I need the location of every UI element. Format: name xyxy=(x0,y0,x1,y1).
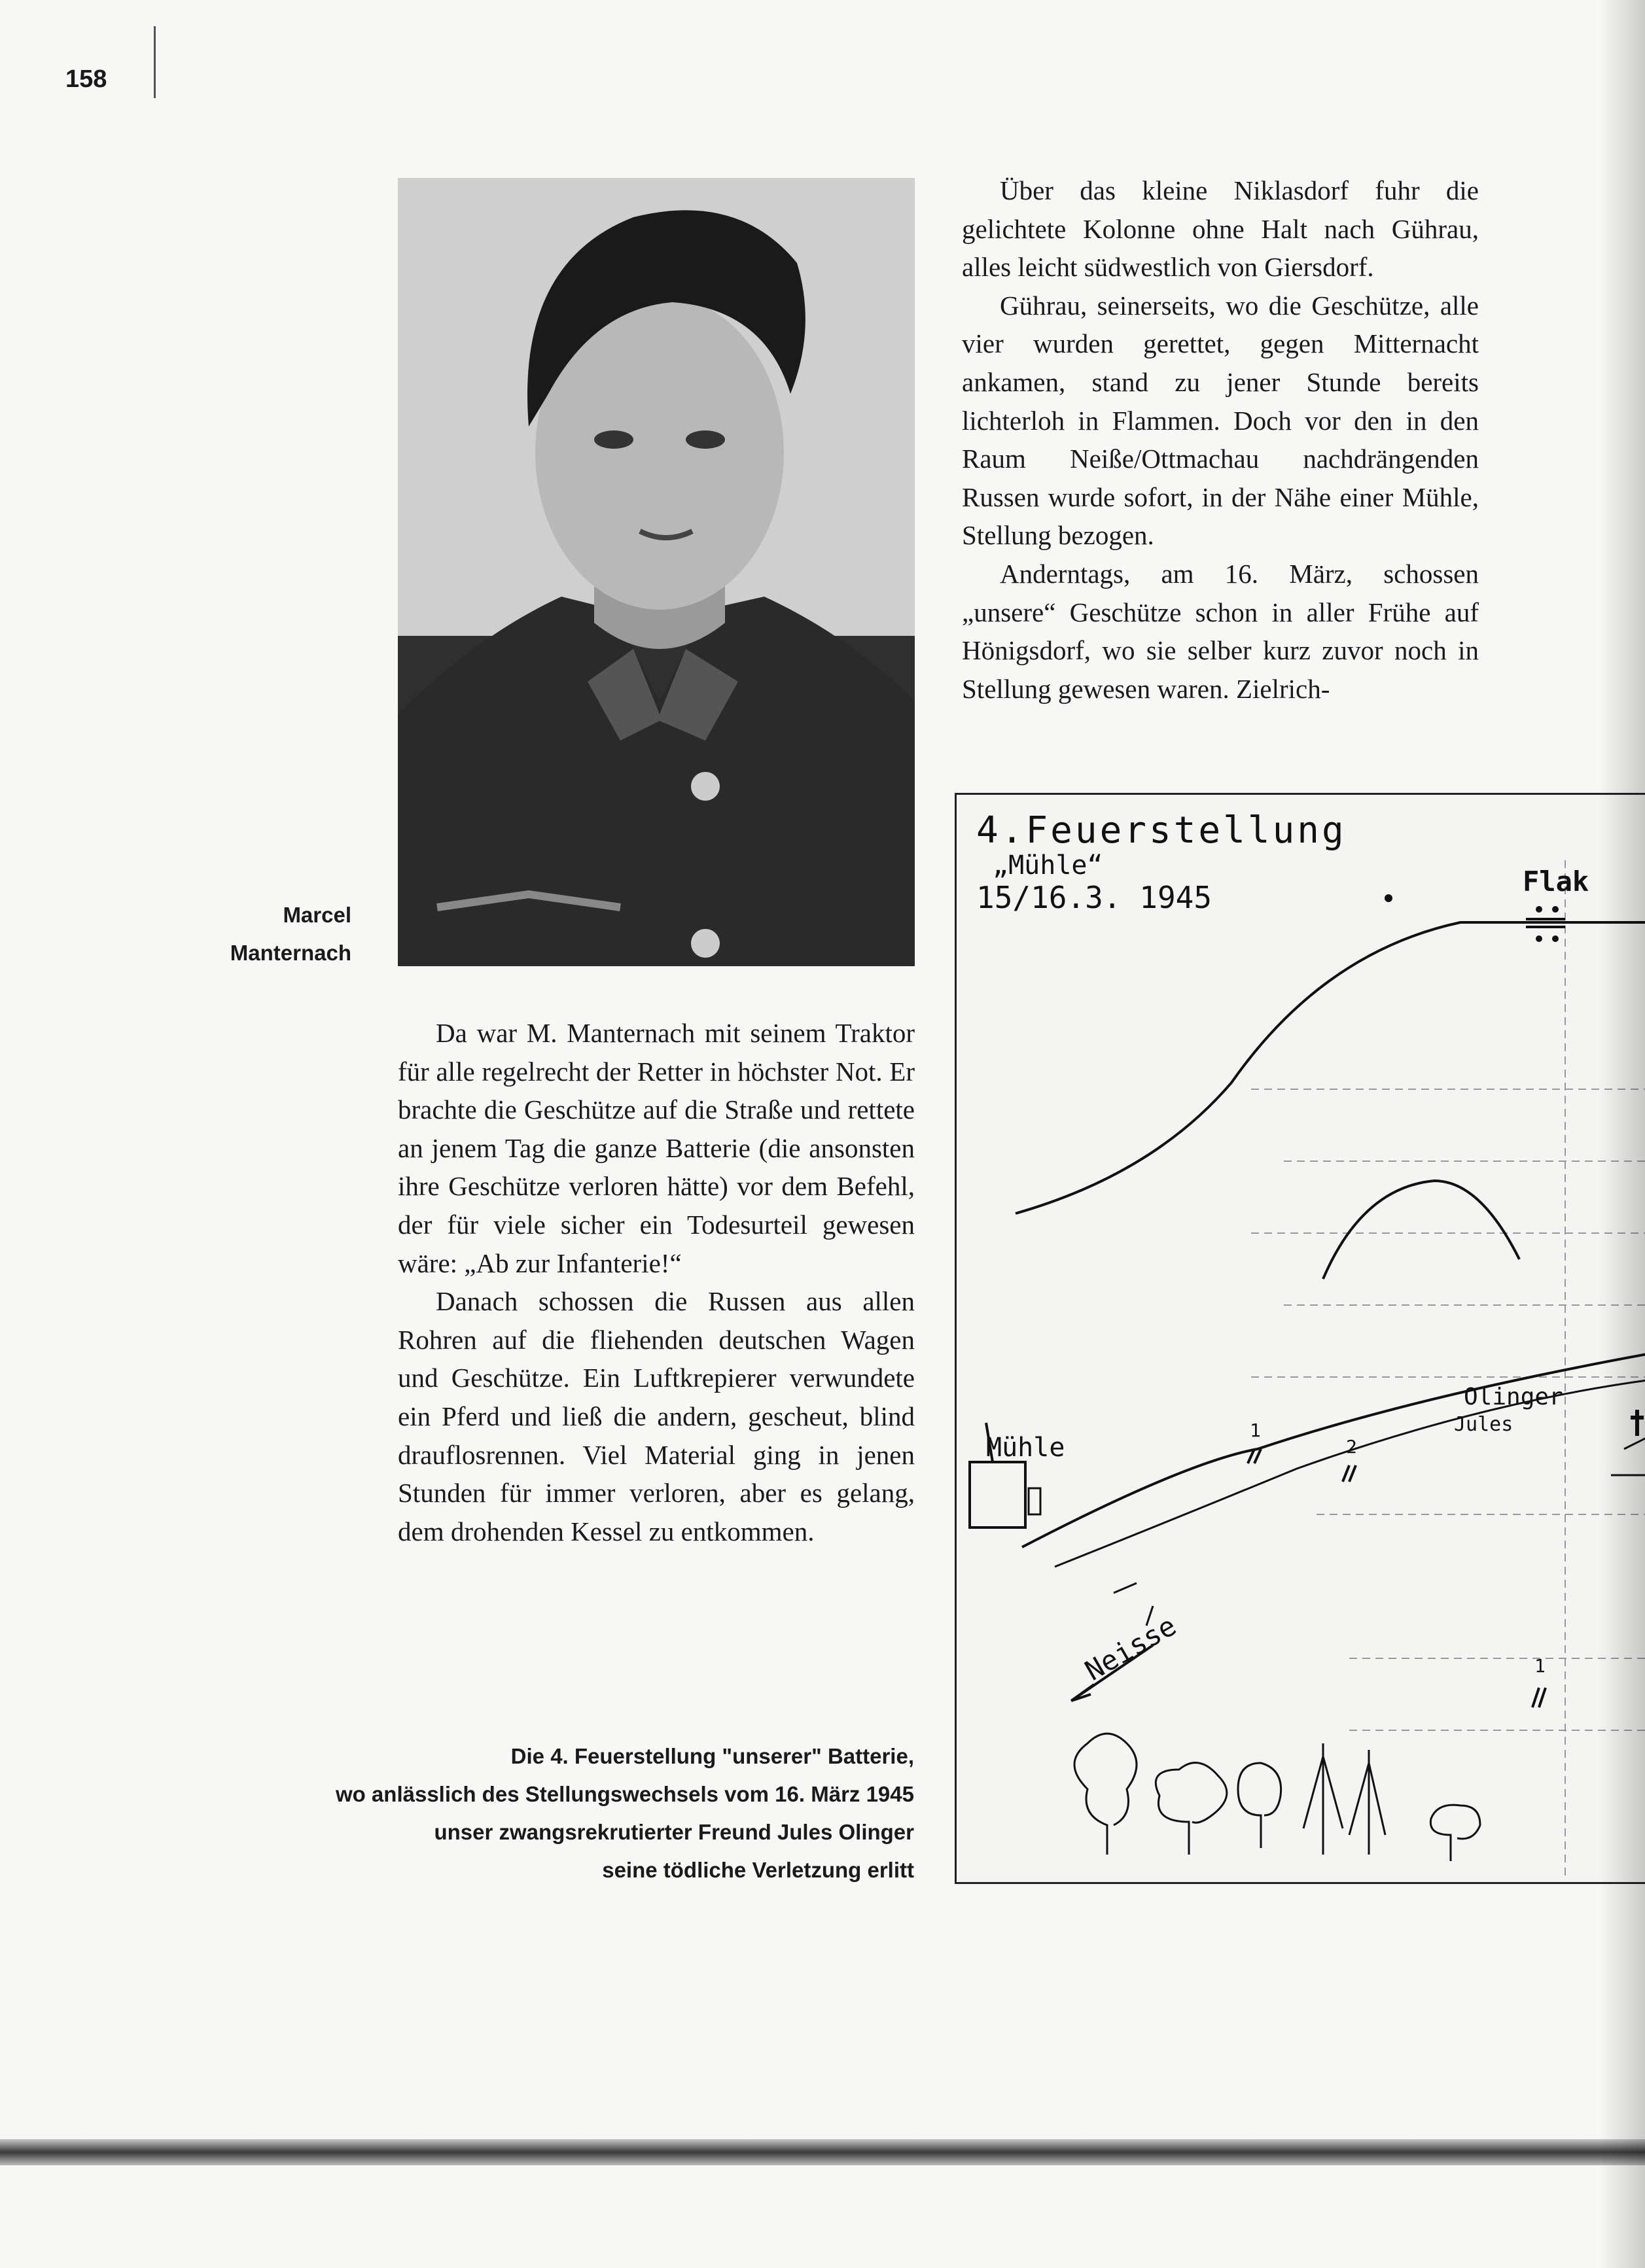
sketch-date: 15/16.3. 1945 xyxy=(976,880,1212,915)
photo-caption xyxy=(131,896,351,972)
paragraph: Danach schossen die Russen aus allen Rohren auf die fliehenden deutschen Wagen und Geschütze. Ein Luftkrepierer verwundete ein Pferd und ließ die andern, gescheut, blind drauflosrennen. Viel Material ging in jenen Stunden für immer verloren, aber es gelang, dem drohenden Kessel zu entkommen. xyxy=(398,1286,915,1546)
figure-caption-line: Die 4. Feuerstellung "unserer" Batterie, xyxy=(510,1744,914,1768)
scan-bottom-edge xyxy=(0,2139,1645,2165)
olinger-label: Olinger xyxy=(1464,1384,1563,1410)
neisse-label: Neisse xyxy=(1079,1609,1182,1687)
page-number: 158 xyxy=(65,65,107,93)
gun-2-label: 2 xyxy=(1346,1436,1357,1457)
paragraph: Da war M. Manternach mit seinem Traktor für alle regelrecht der Retter in höchster Not. Er brachte die Geschütze auf die Straße und rettete an jenem Tag die ganze Batterie (die ansonsten ihre Geschütze verloren hätte) vor dem Befehl, der für viele sicher ein Todesurteil gewesen wäre: „Ab zur Infanterie!“ xyxy=(398,1018,915,1278)
sketch-title: 4.Feuerstellung xyxy=(976,809,1347,852)
muehle-label: Mühle xyxy=(986,1433,1065,1463)
portrait-photo xyxy=(398,178,915,966)
paragraph: Über das kleine Niklasdorf fuhr die gelichtete Kolonne ohne Halt nach Gührau, alles leicht südwestlich von Giersdorf. xyxy=(962,175,1479,283)
battery-position-sketch xyxy=(955,793,1645,1884)
left-column-text xyxy=(398,1014,915,1550)
photo-caption-line: Manternach xyxy=(230,941,351,965)
figure-caption xyxy=(262,1737,914,1889)
flak-label: Flak xyxy=(1523,865,1589,898)
figure-caption-line: wo anlässlich des Stellungswechsels vom 16. März 1945 xyxy=(335,1782,914,1806)
gun-3-label: 1 xyxy=(1534,1655,1546,1677)
scan-spine-shadow xyxy=(1599,0,1645,2268)
jules-label: Jules xyxy=(1454,1413,1513,1436)
sketch-subtitle: „Mühle“ xyxy=(993,850,1103,881)
figure-caption-line: seine tödliche Verletzung erlitt xyxy=(602,1858,914,1882)
figure-caption-line: unser zwangsrekrutierter Freund Jules Olinger xyxy=(434,1820,914,1844)
right-column-text xyxy=(962,171,1479,708)
paragraph: Gührau, seinerseits, wo die Geschütze, alle vier wurden gerettet, gegen Mitternacht ankamen, stand zu jener Stunde bereits lichterloh in Flammen. Doch vor den in den Raum Neiße/Ottmachau nachdrängenden Russen wurde sofort, in der Nähe einer Mühle, Stellung bezogen. xyxy=(962,290,1479,551)
paragraph: Anderntags, am 16. März, schossen „unsere“ Geschütze schon in aller Frühe auf Hönigsdorf, wo sie selber kurz zuvor noch in Stellung gewesen waren. Zielrich- xyxy=(962,558,1479,704)
photo-caption-line: Marcel xyxy=(283,903,351,927)
page-margin-rule xyxy=(154,26,156,98)
gun-1-label: 1 xyxy=(1250,1420,1261,1441)
